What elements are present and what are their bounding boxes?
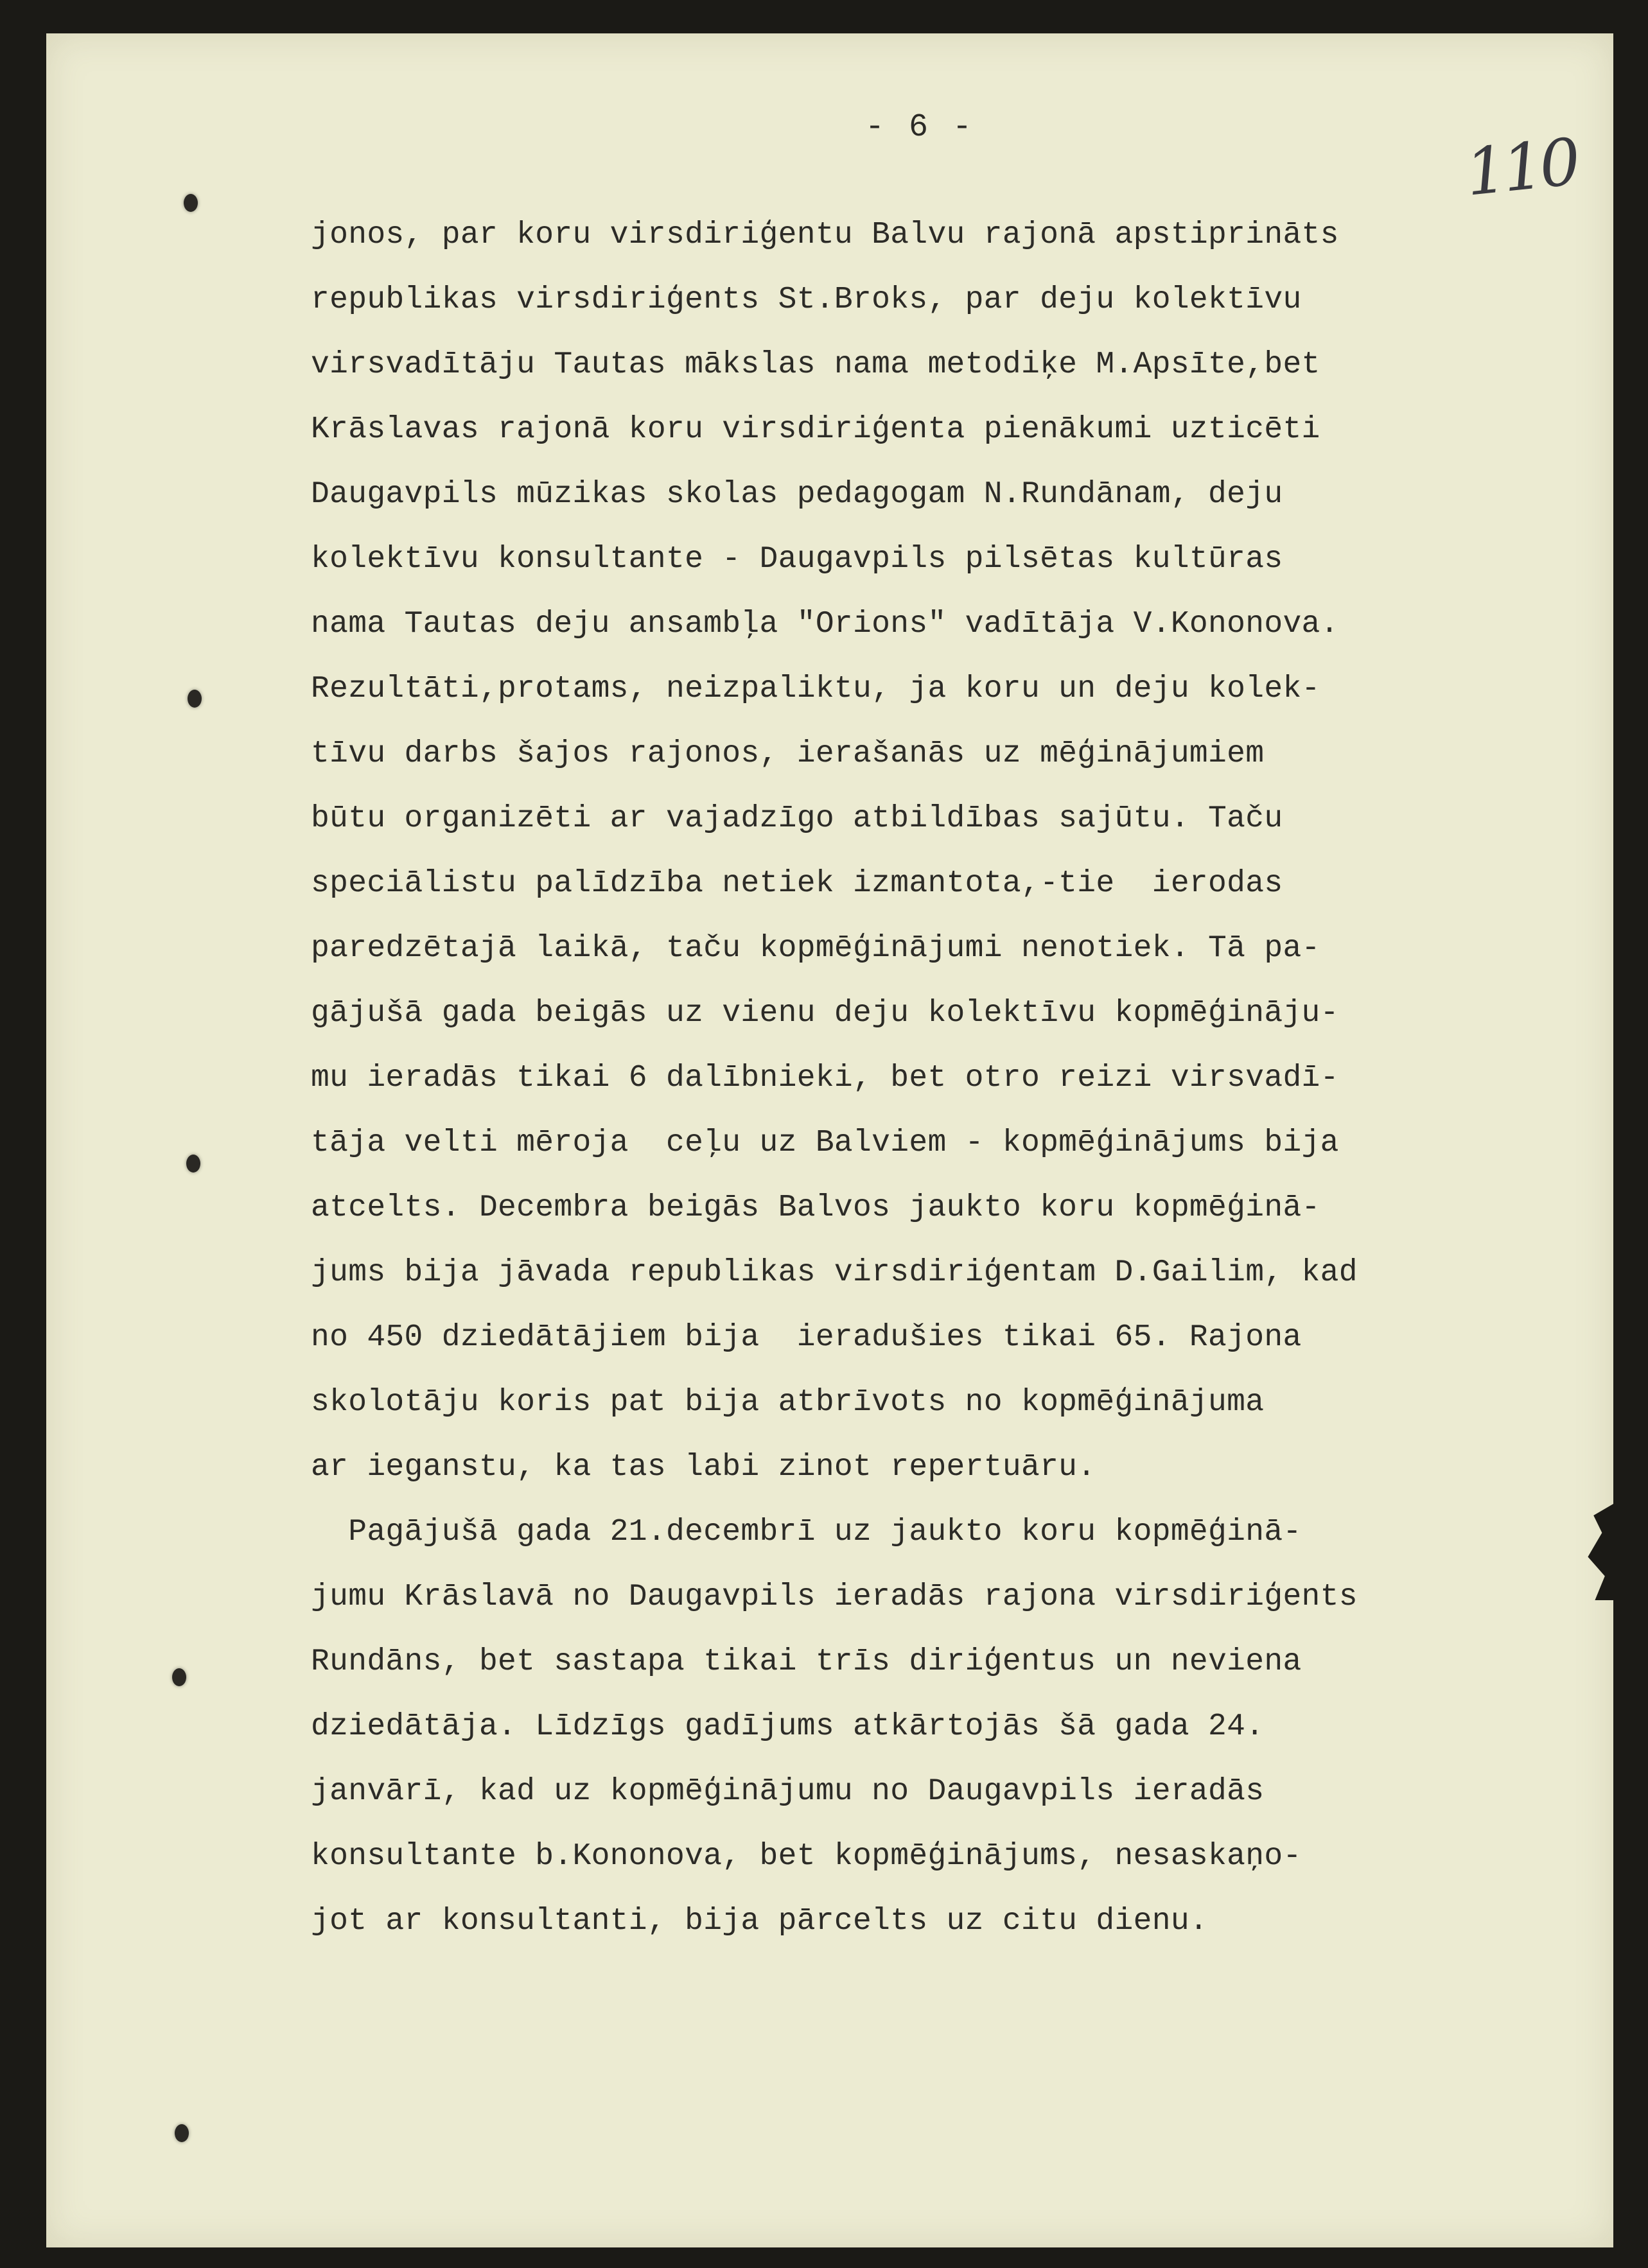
text-line-26: konsultante b.Kononova, bet kopmēģinājums, nesaskaņo- bbox=[311, 1839, 1302, 1874]
archive-folio-number: 110 bbox=[1462, 124, 1581, 211]
punch-hole-3 bbox=[186, 1155, 200, 1173]
text-line-1: jonos, par koru virsdiriģentu Balvu rajonā apstiprināts bbox=[311, 218, 1339, 252]
text-line-21: Pagājušā gada 21.decembrī uz jaukto koru kopmēģinā- bbox=[311, 1515, 1302, 1549]
text-line-16: atcelts. Decembra beigās Balvos jaukto koru kopmēģinā- bbox=[311, 1191, 1320, 1225]
text-line-3: virsvadītāju Tautas mākslas nama metodiķe M.Apsīte,bet bbox=[311, 347, 1320, 382]
punch-hole-4 bbox=[172, 1668, 186, 1686]
torn-edge bbox=[1585, 1504, 1613, 1600]
punch-hole-1 bbox=[184, 194, 198, 212]
text-line-5: Daugavpils mūzikas skolas pedagogam N.Rundānam, deju bbox=[311, 477, 1283, 512]
text-line-4: Krāslavas rajonā koru virsdiriģenta pienākumi uzticēti bbox=[311, 412, 1320, 447]
punch-hole-5 bbox=[175, 2124, 189, 2142]
text-line-22: jumu Krāslavā no Daugavpils ieradās rajona virsdiriģents bbox=[311, 1580, 1358, 1614]
text-line-12: paredzētajā laikā, taču kopmēģinājumi nenotiek. Tā pa- bbox=[311, 931, 1320, 966]
text-line-19: skolotāju koris pat bija atbrīvots no kopmēģinājuma bbox=[311, 1385, 1265, 1420]
text-line-27: jot ar konsultanti, bija pārcelts uz citu dienu. bbox=[311, 1904, 1209, 1939]
text-line-8: Rezultāti,protams, neizpaliktu, ja koru un deju kolek- bbox=[311, 672, 1320, 706]
text-line-14: mu ieradās tikai 6 dalībnieki, bet otro reizi virsvadī- bbox=[311, 1061, 1339, 1095]
text-line-9: tīvu darbs šajos rajonos, ierašanās uz mēģinājumiem bbox=[311, 737, 1265, 771]
text-line-13: gājušā gada beigās uz vienu deju kolektīvu kopmēģināju- bbox=[311, 996, 1339, 1031]
text-line-10: būtu organizēti ar vajadzīgo atbildības sajūtu. Taču bbox=[311, 801, 1283, 836]
text-line-2: republikas virsdiriģents St.Broks, par deju kolektīvu bbox=[311, 283, 1302, 317]
text-line-20: ar ieganstu, ka tas labi zinot repertuāru. bbox=[311, 1450, 1096, 1485]
text-line-11: speciālistu palīdzība netiek izmantota,-tie ierodas bbox=[311, 866, 1283, 901]
text-line-24: dziedātāja. Līdzīgs gadījums atkārtojās šā gada 24. bbox=[311, 1709, 1265, 1744]
punch-hole-2 bbox=[188, 690, 202, 708]
text-line-17: jums bija jāvada republikas virsdiriģentam D.Gailim, kad bbox=[311, 1255, 1358, 1290]
page-number: - 6 - bbox=[864, 109, 975, 146]
text-line-25: janvārī, kad uz kopmēģinājumu no Daugavpils ieradās bbox=[311, 1774, 1265, 1809]
text-line-7: nama Tautas deju ansambļa "Orions" vadītāja V.Kononova. bbox=[311, 607, 1339, 641]
text-line-6: kolektīvu konsultante - Daugavpils pilsētas kultūras bbox=[311, 542, 1283, 577]
text-line-23: Rundāns, bet sastapa tikai trīs diriģentus un neviena bbox=[311, 1644, 1302, 1679]
text-line-18: no 450 dziedātājiem bija ieradušies tikai 65. Rajona bbox=[311, 1320, 1302, 1355]
text-line-15: tāja velti mēroja ceļu uz Balviem - kopmēģinājums bija bbox=[311, 1126, 1339, 1160]
